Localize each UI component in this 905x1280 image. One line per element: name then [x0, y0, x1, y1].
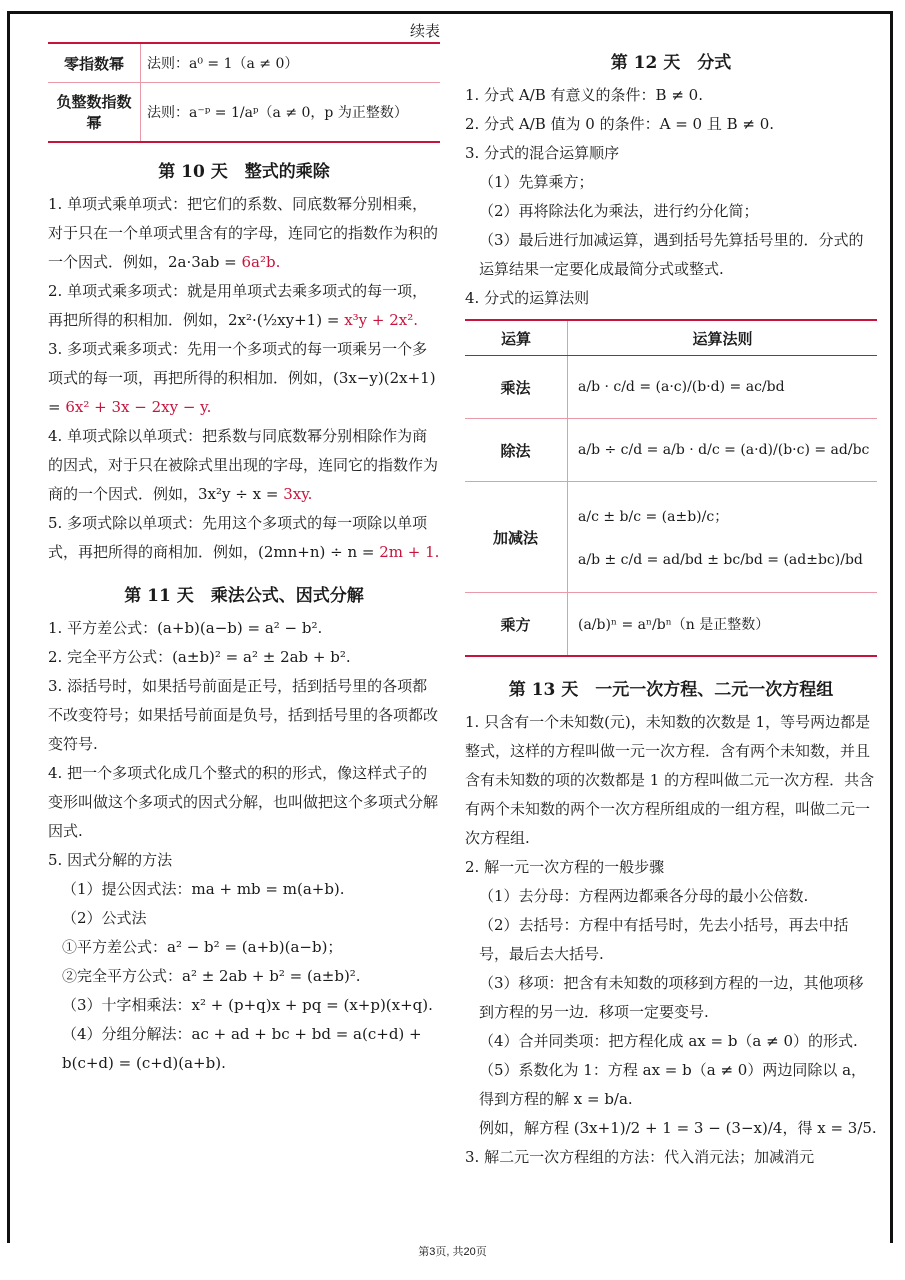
list-item: ②完全平方公式：a² ± 2ab + b² = (a±b)².: [62, 967, 361, 985]
list-item: （3）最后进行加减运算，遇到括号先算括号里的．分式的运算结果一定要化成最简分式或整式.: [479, 231, 864, 278]
fraction-operations-table: [465, 319, 877, 657]
answer-text: 6x² + 3x − 2xy − y.: [65, 398, 212, 416]
list-item: （1）去分母：方程两边都乘各分母的最小公倍数.: [479, 887, 809, 905]
answer-text: x³y + 2x².: [344, 311, 419, 329]
list-item: （1）先算乘方；: [479, 173, 594, 191]
section-title-day12: 第 12 天 分式: [610, 53, 732, 73]
table-row: [465, 419, 877, 482]
list-item: （1）提公因式法：ma + mb = m(a+b).: [62, 880, 345, 898]
table-cell: 法则：a⁻ᵖ = 1/aᵖ（a ≠ 0，p 为正整数）: [141, 83, 441, 143]
list-item: 2. 单项式乘多项式：就是用单项式去乘多项式的每一项，再把所得的积相加．例如，2x²·(½xy+1) = x³y + 2x².: [48, 282, 428, 329]
section-title-day13: 第 13 天 一元一次方程、二元一次方程组: [508, 680, 834, 700]
section-title-day10: 第 10 天 整式的乘除: [158, 162, 330, 182]
list-item: 4. 分式的运算法则: [465, 289, 590, 307]
list-item: 3. 解二元一次方程组的方法：代入消元法；加减消元: [465, 1148, 815, 1166]
list-item: 3. 添括号时，如果括号前面是正号，括到括号里的各项都不改变符号；如果括号前面是负号，括到括号里的各项都改变符号.: [48, 677, 439, 753]
table-header: 运算法则: [568, 320, 878, 356]
table-cell: 负整数指数幂: [48, 83, 141, 143]
section-title-day11: 第 11 天 乘法公式、因式分解: [124, 586, 364, 606]
list-item: （2）公式法: [62, 909, 147, 927]
table-row: [465, 356, 877, 419]
table-cell: 零指数幂: [48, 43, 141, 83]
list-item: 1. 分式 A/B 有意义的条件：B ≠ 0.: [465, 86, 703, 104]
list-item: 2. 解一元一次方程的一般步骤: [465, 858, 665, 876]
formula-line: a/c ± b/c = (a±b)/c；: [578, 509, 729, 525]
table-cell: (a/b)ⁿ = aⁿ/bⁿ（n 是正整数）: [568, 593, 878, 657]
table-row: [465, 593, 877, 657]
list-item: 2. 分式 A/B 值为 0 的条件：A = 0 且 B ≠ 0.: [465, 115, 775, 133]
list-item: 4. 单项式除以单项式：把系数与同底数幂分别相除作为商的因式，对于只在被除式里出现的字母，连同它的指数作为商的一个因式．例如，3x²y ÷ x = 3xy.: [48, 427, 439, 503]
table-cell: [568, 482, 878, 593]
table-cell: 法则：a⁰ = 1（a ≠ 0）: [141, 43, 441, 83]
formula-line: a/b ± c/d = ad/bd ± bc/bd = (ad±bc)/bd: [578, 552, 863, 568]
exponent-rules-table: [48, 42, 440, 143]
table-header-row: [465, 320, 877, 356]
answer-text: 6a²b.: [241, 253, 281, 271]
list-item: 4. 把一个多项式化成几个整式的积的形式，像这样式子的变形叫做这个多项式的因式分解，也叫做把这个多项式分解因式.: [48, 764, 439, 840]
right-column: [465, 20, 877, 1172]
table-cell: 除法: [465, 419, 568, 482]
list-item: （4）合并同类项：把方程化成 ax = b（a ≠ 0）的形式.: [479, 1032, 858, 1050]
list-item: 5. 多项式除以单项式：先用这个多项式的每一项除以单项式，再把所得的商相加．例如，(2mn+n) ÷ n = 2m + 1.: [48, 514, 440, 561]
left-column: [48, 20, 440, 1078]
list-item: ①平方差公式：a² − b² = (a+b)(a−b)；: [62, 938, 343, 956]
list-item: 2. 完全平方公式：(a±b)² = a² ± 2ab + b².: [48, 648, 351, 666]
list-item: 1. 单项式乘单项式：把它们的系数、同底数幂分别相乘，对于只在一个单项式里含有的字母，连同它的指数作为积的一个因式．例如，2a·3ab = 6a²b.: [48, 195, 439, 271]
list-item: 3. 多项式乘多项式：先用一个多项式的每一项乘另一个多项式的每一项，再把所得的积相加．例如，(3x−y)(2x+1) = 6x² + 3x − 2xy − y.: [48, 340, 436, 416]
list-item: 3. 分式的混合运算顺序: [465, 144, 620, 162]
list-item: （3）移项：把含有未知数的项移到方程的一边，其他项移到方程的另一边．移项一定要变号.: [479, 974, 864, 1021]
list-item: （2）再将除法化为乘法，进行约分化简；: [479, 202, 759, 220]
list-item: （3）十字相乘法：x² + (p+q)x + pq = (x+p)(x+q).: [62, 996, 433, 1014]
list-item: （2）去括号：方程中有括号时，先去小括号，再去中括号，最后去大括号.: [479, 916, 849, 963]
table-header: 运算: [465, 320, 568, 356]
list-item: 1. 只含有一个未知数(元)，未知数的次数是 1，等号两边都是整式，这样的方程叫做一元一次方程．含有两个未知数，并且含有未知数的项的次数都是 1 的方程叫做二元一次方程．共含有两个未知数的两个一次方程所组成的一组方程，叫做二元一次方程组.: [465, 713, 875, 847]
table-cell: 加减法: [465, 482, 568, 593]
table-cell: a/b · c/d = (a·c)/(b·d) = ac/bd: [568, 356, 878, 419]
list-item: 例如，解方程 (3x+1)/2 + 1 = 3 − (3−x)/4，得 x = 3/5.: [479, 1119, 877, 1137]
list-item: （4）分组分解法：ac + ad + bc + bd = a(c+d) + b(c+d) = (c+d)(a+b).: [62, 1025, 422, 1072]
table-row: [48, 43, 440, 83]
table-cell: 乘法: [465, 356, 568, 419]
continued-label: 续表: [409, 22, 440, 40]
table-cell: 乘方: [465, 593, 568, 657]
list-item: 5. 因式分解的方法: [48, 851, 173, 869]
table-row: [48, 83, 440, 143]
page-number: 第3页, 共20页: [0, 1243, 905, 1259]
table-cell: a/b ÷ c/d = a/b · d/c = (a·d)/(b·c) = ad/bc: [568, 419, 878, 482]
table-row: [465, 482, 877, 593]
answer-text: 2m + 1.: [379, 543, 440, 561]
list-item: 1. 平方差公式：(a+b)(a−b) = a² − b².: [48, 619, 323, 637]
answer-text: 3xy.: [283, 485, 313, 503]
list-item: （5）系数化为 1：方程 ax = b（a ≠ 0）两边同除以 a，得到方程的解 x = b/a.: [479, 1061, 867, 1108]
